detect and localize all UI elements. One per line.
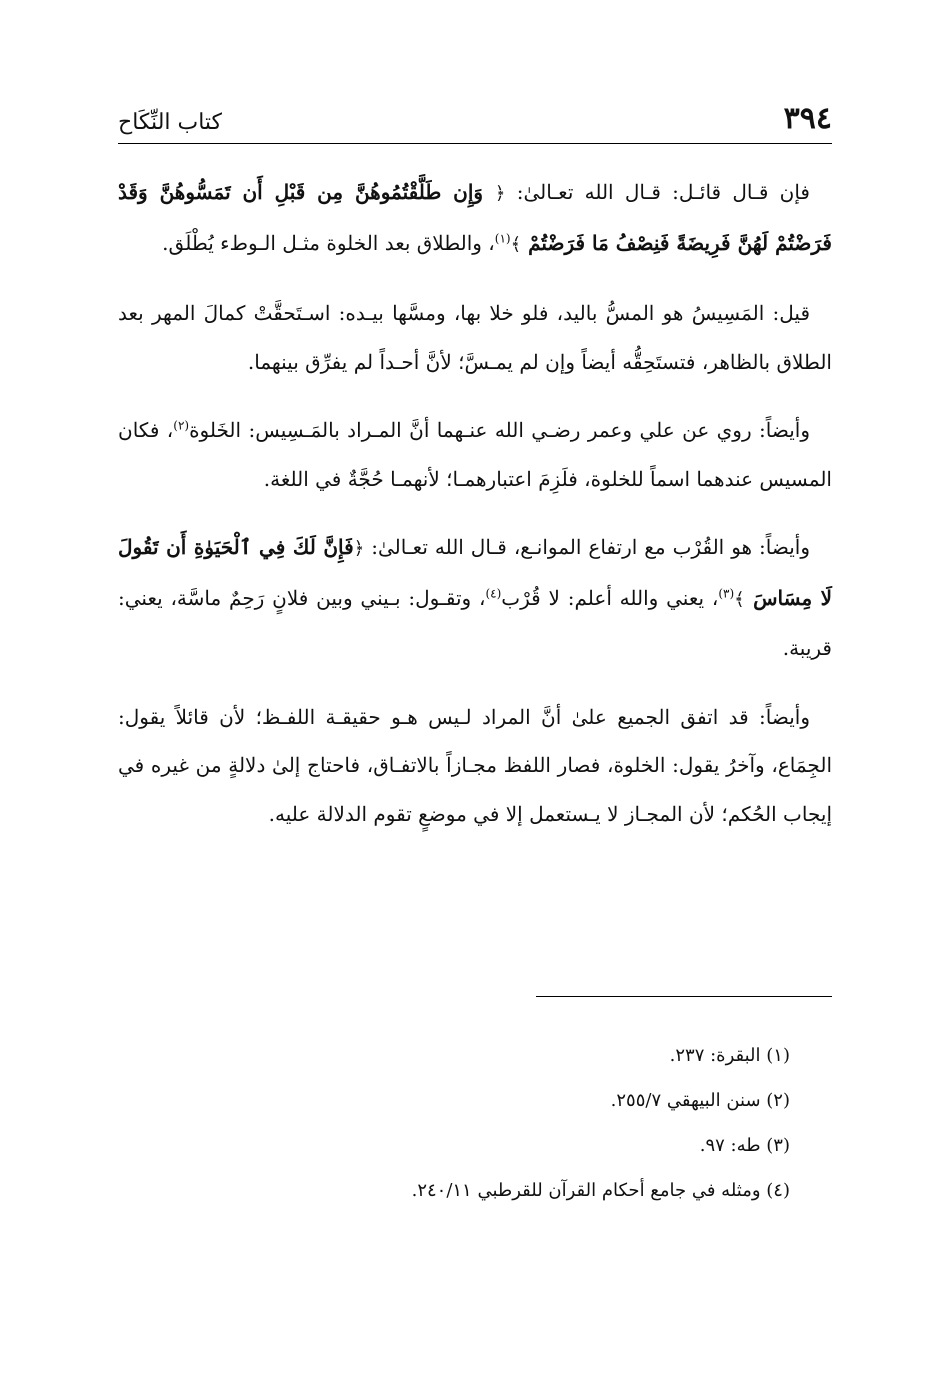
- paragraph-1: [118, 168, 832, 269]
- ornate-bracket-close: ﴾: [510, 233, 522, 255]
- footnote-3: (٣) طه: ٩٧.: [699, 1135, 790, 1156]
- header-rule: [118, 143, 832, 144]
- paragraph-text: وأيضاً: هو القُرْب مع ارتفاع الموانـع، قـال الله تعـالىٰ:: [364, 535, 810, 559]
- footnote-4: (٤) ومثله في جامع أحكام القرآن للقرطبي ٢٤٠/١١.: [411, 1180, 790, 1201]
- paragraph-text: ، فكان المسيس عندهما اسماً للخلوة، فلَزِمَ اعتبارهمـا؛ لأنهمـا حُجَّةٌ في اللغة.: [118, 418, 832, 491]
- paragraph-3: [118, 406, 832, 503]
- running-title: كتاب النِّكَاح: [118, 110, 223, 135]
- paragraph-text: قيل: المَسِيسُ هو المسُّ باليد، فلو خلا بها، ومسَّها بيـده: اسـتَحقَّتْ كمالَ المهر بعد الطلاق بالظاهر، فتستَحِقُّه أيضاً وإن لم يمـسَّ؛ لأنَّ أحـداً لم يفرِّق بينهما.: [118, 301, 832, 374]
- footnote-2: (٢) سنن البيهقي ٢٥٥/٧.: [610, 1090, 790, 1111]
- footnote-ref-2: (٢): [173, 418, 190, 433]
- paragraph-4: [118, 523, 832, 673]
- main-text: [118, 168, 832, 858]
- ornate-bracket-open: ﴿: [353, 538, 365, 559]
- paragraph-text: وأيضاً: روي عن علي وعمر رضـي الله عنـهما أنَّ المـراد بالمَـسِيس: الخَلوة: [189, 418, 810, 442]
- paragraph-5: [118, 693, 832, 839]
- footnotes: [118, 1033, 790, 1213]
- paragraph-text: ، يعني والله أعلم: لا قُرْب: [501, 585, 719, 610]
- paragraph-text: وأيضاً: قد اتفق الجميع علىٰ أنَّ المراد لـيس هـو حقيقـة اللفـظ؛ لأن قائلاً يقول: الجِمَاع، وآخرُ يقول: الخلوة، فصار اللفظ مجـازاً بالاتفـاق، فاحتاج إلىٰ دلالةٍ من غيره في إيجاب الحُكم؛ لأن المجـاز لا يـستعمل إلا في موضعٍ تقوم الدلالة عليه.: [118, 704, 832, 826]
- paragraph-text: ، والطلاق بعد الخلوة مثـل الـوطء يُطْلَق.: [162, 230, 495, 255]
- page-header: [118, 84, 832, 134]
- ornate-bracket-open: ﴿: [494, 183, 506, 204]
- footnote-ref-4: (٤): [485, 585, 502, 600]
- ornate-bracket-close: ﴾: [734, 588, 745, 610]
- page-number: ٣٩٤: [783, 101, 832, 136]
- paragraph-text: فإن قـال قائـل: قـال الله تعـالىٰ:: [505, 180, 810, 204]
- footnote-rule: [536, 996, 832, 997]
- quran-verse-text: وَإِن طَلَّقْتُمُوهُنَّ مِن قَبْلِ أَن تَمَسُّوهُنَّ وَقَدْ فَرَضْتُمْ لَهُنَّ فَرِيضَةً فَنِصْفُ مَا فَرَضْتُمْ: [118, 180, 832, 255]
- paragraph-text: ، وتقـول: بـيني وبين فلانٍ رَحِمٌ ماسَّة، يعني: قريبة.: [118, 585, 832, 660]
- footnote-ref-1: (١): [494, 230, 511, 245]
- quran-verse-text: فَإِنَّ لَكَ فِي ٱلْحَيَوٰةِ أَن تَقُولَ لَا مِسَاسَ: [118, 535, 833, 610]
- footnote-1: (١) البقرة: ٢٣٧.: [669, 1045, 790, 1066]
- paragraph-2: [118, 289, 832, 386]
- footnote-ref-3: (٣): [718, 585, 735, 600]
